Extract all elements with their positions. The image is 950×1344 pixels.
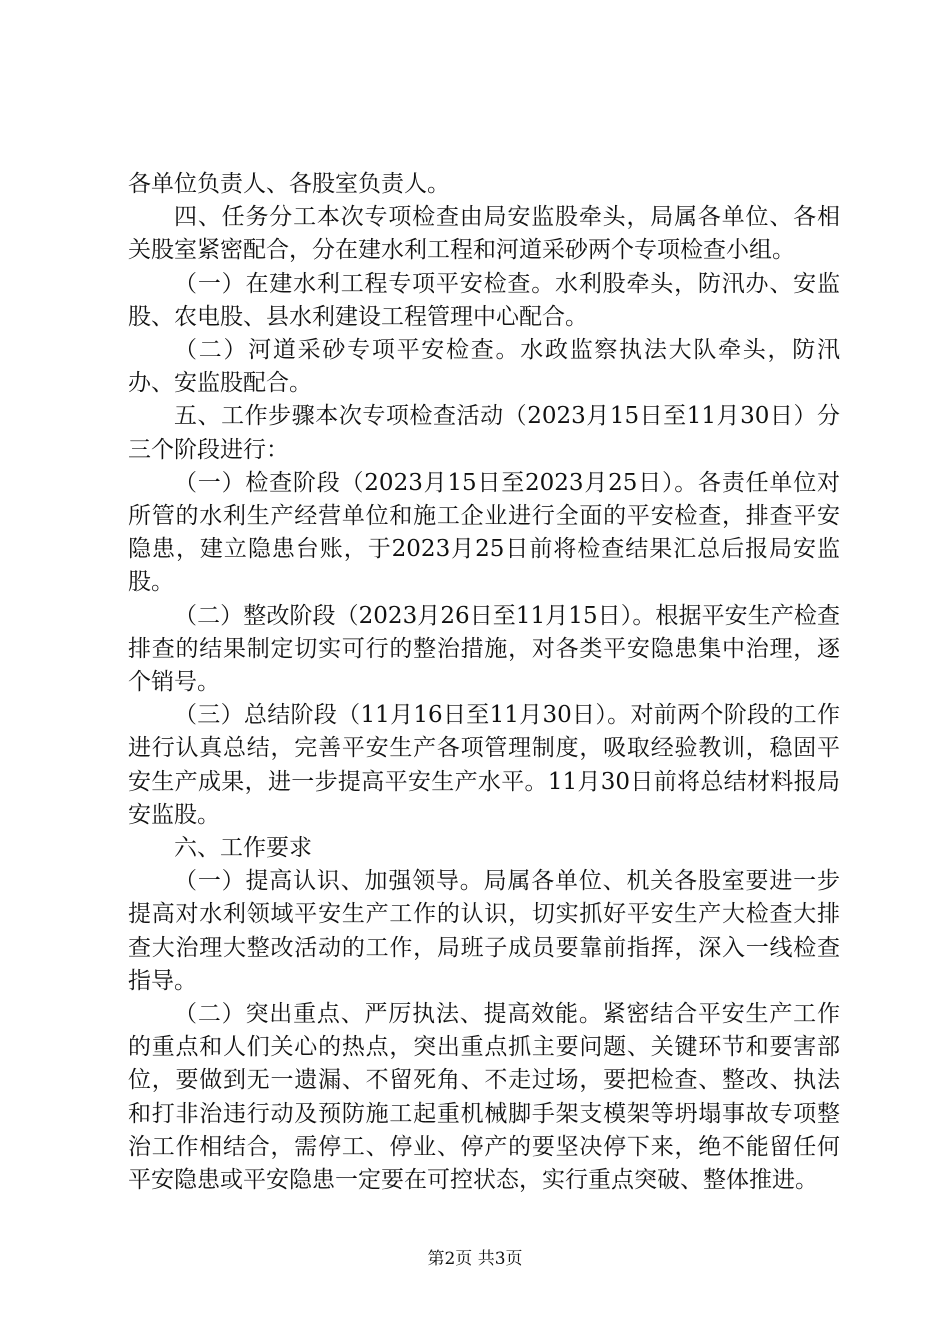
document-body	[128, 168, 840, 1197]
paragraph-requirements-heading: 六、工作要求	[174, 835, 312, 862]
page-footer: 第2页 共3页	[427, 1249, 523, 1269]
paragraph-task-division: 四、任务分工本次专项检查由局安监股牵头，局属各单位、各相关股室紧密配合，分在建水利工程和河道采砂两个专项检查小组。	[128, 204, 840, 264]
paragraph-summary-stage: （三）总结阶段（11月16日至11月30日）。对前两个阶段的工作进行认真总结，完善平安生产各项管理制度，吸取经验教训，稳固平安生产成果，进一步提高平安生产水平。11月30日前将总结材料报局安监股。	[128, 702, 840, 828]
paragraph-key-points: （二）突出重点、严厉执法、提高效能。紧密结合平安生产工作的重点和人们关心的热点，突出重点抓主要问题、关键环节和要害部位，要做到无一遗漏、不留死角、不走过场，要把检查、整改、执法和打非治违行动及预防施工起重机械脚手架支模架等坍塌事故专项整治工作相结合，需停工、停业、停产的要坚决停下来，绝不能留任何平安隐患或平安隐患一定要在可控状态，实行重点突破、整体推进。	[128, 1001, 840, 1194]
paragraph-work-steps: 五、工作步骤本次专项检查活动（2023月15日至11月30日）分三个阶段进行：	[128, 403, 840, 463]
paragraph-continuation: 各单位负责人、各股室负责人。	[128, 171, 450, 197]
paragraph-river-sand-check: （二）河道采砂专项平安检查。水政监察执法大队牵头，防汛办、安监股配合。	[128, 337, 840, 397]
paragraph-inspection-stage: （一）检查阶段（2023月15日至2023月25日）。各责任单位对所管的水利生产经营单位和施工企业进行全面的平安检查，排查平安隐患，建立隐患台账，于2023月25日前将检查结果汇总后报局安监股。	[128, 469, 840, 596]
paragraph-raise-awareness: （一）提高认识、加强领导。局属各单位、机关各股室要进一步提高对水利领域平安生产工作的认识，切实抓好平安生产大检查大排查大治理大整改活动的工作，局班子成员要靠前指挥，深入一线检查指导。	[128, 868, 840, 994]
paragraph-rectification-stage: （二）整改阶段（2023月26日至11月15日）。根据平安生产检查排查的结果制定切实可行的整治措施，对各类平安隐患集中治理，逐个销号。	[128, 602, 840, 696]
paragraph-water-project-check: （一）在建水利工程专项平安检查。水利股牵头，防汛办、安监股、农电股、县水利建设工程管理中心配合。	[128, 270, 840, 330]
